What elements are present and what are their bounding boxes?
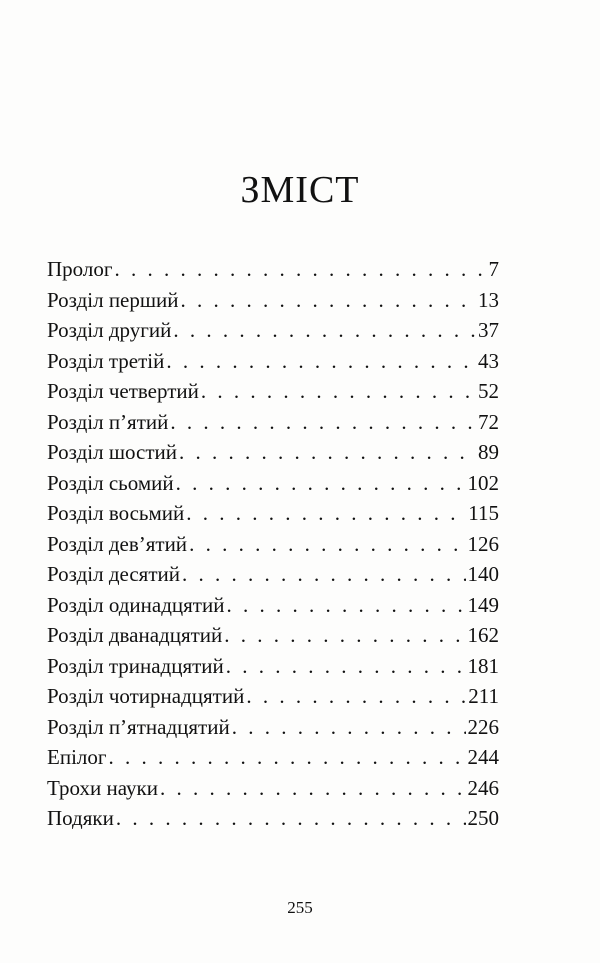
toc-entry-title: Розділ п’ятнадцятий [47,714,230,739]
toc-leader-dots [176,471,466,496]
toc-entry-page: 43 [478,348,499,373]
toc-entry-title: Розділ шостий [47,440,177,464]
toc-entry-title: Трохи науки [47,775,158,800]
toc-entry-title: Розділ десятий [47,562,180,586]
toc-entry [47,440,499,471]
toc-leader-dots [186,501,466,526]
table-of-contents [47,257,499,837]
toc-entry-title: Епілог [47,745,107,769]
toc-entry-title: Розділ тринадцятий [47,653,224,678]
toc-entry-page: 89 [478,440,499,464]
toc-leader-dots [182,562,466,587]
toc-entry-title: Розділ чотирнадцятий [47,684,245,708]
toc-leader-dots [224,623,465,648]
toc-entry-title: Пролог [47,257,113,281]
toc-entry-page: 244 [467,745,499,769]
toc-entry-title: Розділ дванадцятий [47,623,223,647]
toc-entry-page: 126 [467,531,499,556]
toc-entry-title: Розділ дев’ятий [47,531,188,556]
toc-entry [47,593,499,624]
toc-entry-page: 140 [467,562,499,586]
toc-entry [47,288,499,319]
toc-leader-dots [109,745,466,770]
page-title: ЗМІСТ [240,169,360,211]
toc-entry-page: 211 [468,684,499,708]
toc-entry-title: Розділ перший [47,287,179,312]
toc-leader-dots [173,318,476,343]
toc-entry-title: Розділ п’ятий [47,409,169,434]
page-number: 255 [287,898,313,917]
toc-entry [47,532,499,563]
toc-leader-dots [181,288,476,313]
toc-entry [47,654,499,685]
toc-entry-page: 246 [467,775,499,800]
toc-entry-title: Розділ четвертий [47,379,199,403]
toc-entry-page: 115 [468,501,499,525]
toc-entry [47,715,499,746]
toc-leader-dots [166,349,476,374]
toc-entry [47,776,499,807]
toc-entry-page: 226 [467,714,499,739]
toc-entry [47,318,499,349]
toc-entry-title: Розділ другий [47,318,172,342]
toc-entry-title: Розділ восьмий [47,501,185,525]
toc-entry-page: 37 [478,318,499,342]
toc-entry-page: 162 [467,623,499,647]
toc-entry [47,806,499,837]
toc-leader-dots [170,410,476,435]
toc-entry-page: 250 [467,806,499,830]
toc-entry [47,623,499,654]
toc-entry [47,379,499,410]
toc-entry [47,684,499,715]
toc-entry [47,257,499,288]
toc-entry-page: 13 [478,287,499,312]
toc-entry-page: 102 [467,470,499,495]
toc-leader-dots [116,806,466,831]
toc-entry-page: 149 [467,592,499,617]
toc-leader-dots [189,532,465,557]
toc-leader-dots [160,776,466,801]
toc-entry-page: 7 [488,257,499,281]
toc-entry-title: Розділ одинадцятий [47,592,225,617]
toc-entry [47,501,499,532]
toc-entry [47,745,499,776]
toc-entry [47,410,499,441]
toc-leader-dots [232,715,466,740]
toc-entry-page: 52 [478,379,499,403]
toc-leader-dots [246,684,466,709]
toc-entry-title: Розділ сьомий [47,470,174,495]
toc-leader-dots [226,593,465,618]
toc-leader-dots [226,654,466,679]
toc-entry-page: 72 [478,409,499,434]
toc-leader-dots [114,257,486,282]
toc-entry [47,562,499,593]
toc-entry [47,349,499,380]
toc-entry-title: Розділ третій [47,348,165,373]
toc-entry [47,471,499,502]
toc-entry-page: 181 [467,653,499,678]
toc-leader-dots [201,379,476,404]
toc-entry-title: Подяки [47,806,114,830]
toc-leader-dots [179,440,476,465]
